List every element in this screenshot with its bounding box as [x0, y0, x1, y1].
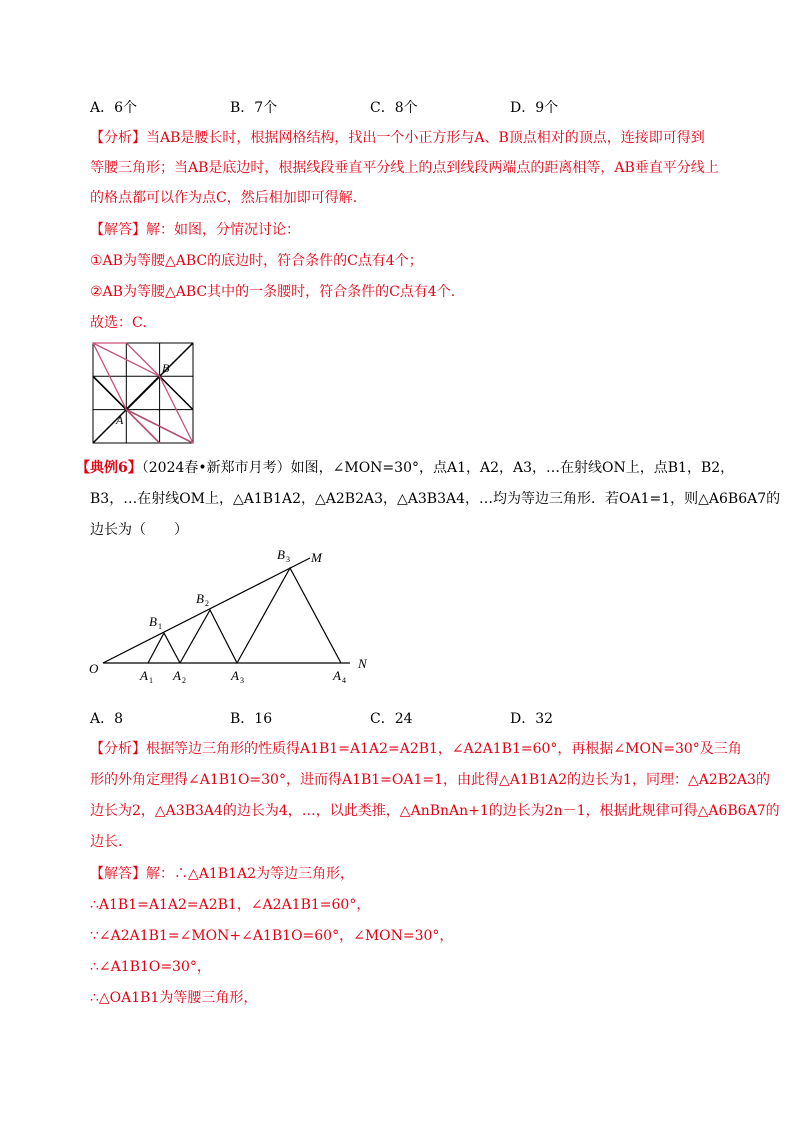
q6-analysis-line-2: 形的外角定理得∠A1B1O=30°，进而得A1B1=OA1=1，由此得△A1B1A2的边长为1，同理：△A2B2A3的 — [90, 772, 770, 788]
q6-stem-line-3: 边长为（ ） — [90, 522, 188, 538]
triangle-3 — [237, 568, 341, 663]
q5-solution-line-3: ②AB为等腰△ABC其中的一条腰时，符合条件的C点有4个. — [90, 284, 456, 300]
q6-solution-line-5: ∴△OA1B1为等腰三角形， — [90, 990, 258, 1006]
q5-option-d: D．9个 — [510, 100, 559, 116]
label-m: M — [311, 550, 322, 565]
label-b3: B — [277, 547, 285, 562]
q6-option-a: A．8 — [90, 711, 124, 727]
sub-b3: 3 — [286, 555, 290, 564]
q5-option-c: C．8个 — [370, 100, 418, 116]
triangle-figure — [85, 540, 395, 690]
q6-analysis-line-3: 边长为2，△A3B3A4的边长为4，…，以此类推，△AnBnAn+1的边长为2n－1，根据此规律可得△A6B6A7的 — [90, 803, 780, 819]
ray-om — [103, 558, 310, 663]
q6-solution-line-1: 【解答】解：∴△A1B1A2为等边三角形， — [90, 866, 354, 882]
q5-analysis-line-2: 等腰三角形；当AB是底边时，根据线段垂直平分线上的点到线段两端点的距离相等，AB垂直平分线上 — [90, 160, 719, 176]
grid-label-a: A — [116, 413, 124, 427]
q5-option-b: B．7个 — [230, 100, 278, 116]
q5-option-a: A．6个 — [90, 100, 138, 116]
q5-solution-line-4: 故选：C. — [90, 315, 147, 331]
label-a2: A — [173, 668, 181, 683]
label-a1: A — [140, 668, 148, 683]
q5-solution-line-1: 【解答】解：如图，分情况讨论： — [90, 222, 300, 238]
q6-solution-line-4: ∴∠A1B1O=30°， — [90, 959, 211, 975]
label-b2: B — [196, 591, 204, 606]
grid-figure — [90, 340, 196, 446]
q6-stem-text-1: （2024春•新郑市月考）如图，∠MON=30°，点A1，A2，A3，…在射线ON上，点B1，B2， — [141, 460, 735, 476]
label-a3: A — [231, 668, 239, 683]
q6-option-c: C．24 — [370, 711, 413, 727]
q6-solution-line-2: ∴A1B1=A1A2=A2B1，∠A2A1B1=60°， — [90, 897, 371, 913]
q6-stem-line-1 — [76, 458, 748, 478]
q5-solution-line-2: ①AB为等腰△ABC的底边时，符合条件的C点有4个； — [90, 253, 423, 269]
sub-a4: 4 — [342, 676, 346, 685]
triangle-2 — [180, 610, 237, 663]
q6-analysis-line-4: 边长. — [90, 834, 123, 850]
sub-a2: 2 — [182, 676, 186, 685]
label-n: N — [358, 656, 367, 671]
label-b1: B — [149, 614, 157, 629]
label-a4: A — [333, 668, 341, 683]
q6-analysis-line-1: 【分析】根据等边三角形的性质得A1B1=A1A2=A2B1，∠A2A1B1=60°，再根据∠MON=30°及三角 — [90, 741, 742, 757]
q6-option-b: B．16 — [230, 711, 273, 727]
q5-analysis-line-1: 【分析】当AB是腰长时，根据网格结构，找出一个小正方形与A、B顶点相对的顶点，连接即可得到 — [90, 130, 705, 146]
q6-tag: 【典例6】 — [76, 460, 142, 476]
sub-b1: 1 — [158, 622, 162, 631]
label-o: O — [89, 661, 99, 676]
sub-a3: 3 — [240, 676, 244, 685]
q6-solution-line-3: ∵∠A2A1B1=∠MON+∠A1B1O=60°，∠MON=30°， — [90, 928, 454, 944]
q6-stem-line-2: B3，…在射线OM上，△A1B1A2，△A2B2A3，△A3B3A4，…均为等边三角形．若OA1=1，则△A6B6A7的 — [90, 491, 781, 507]
q5-analysis-line-3: 的格点都可以作为点C，然后相加即可得解. — [90, 190, 358, 206]
sub-b2: 2 — [205, 599, 209, 608]
sub-a1: 1 — [149, 676, 153, 685]
grid-label-b: B — [162, 361, 170, 375]
q6-option-d: D．32 — [510, 711, 554, 727]
